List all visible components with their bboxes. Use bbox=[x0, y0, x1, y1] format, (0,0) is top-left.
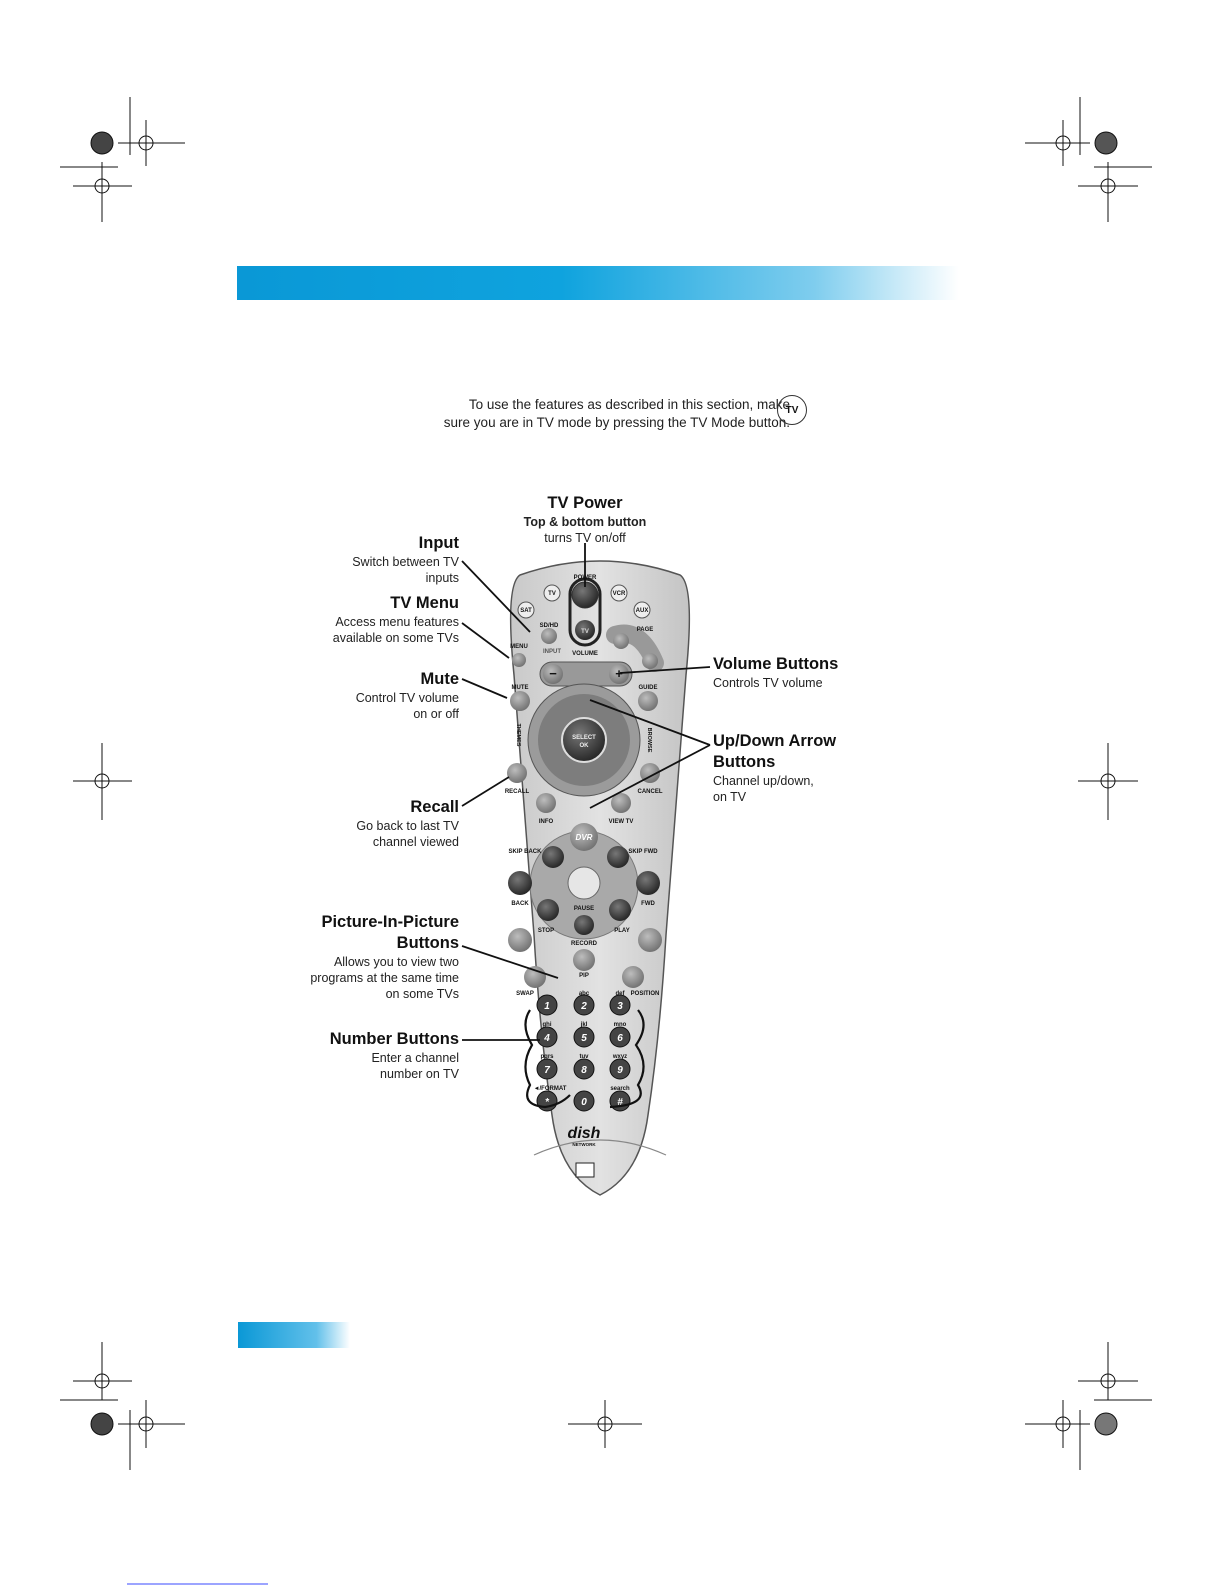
mno-label: mno bbox=[613, 1022, 627, 1028]
number-key-label: 3 bbox=[617, 1001, 623, 1012]
themes-label: THEMES bbox=[515, 723, 521, 747]
sdhd-label: SD/HD bbox=[539, 623, 559, 629]
input-line1: Switch between TV bbox=[352, 555, 459, 569]
pip-line1: Allows you to view two bbox=[333, 955, 459, 969]
dish-logo: dish bbox=[567, 1125, 601, 1142]
select-label: SELECT bbox=[572, 735, 596, 741]
tv-mode-button-icon: TV bbox=[777, 395, 807, 425]
number-key-label: 6 bbox=[617, 1033, 623, 1044]
number-key-label: 1 bbox=[544, 1001, 550, 1012]
back-label: BACK bbox=[511, 901, 529, 907]
mute-line1: Control TV volume bbox=[355, 691, 459, 705]
mute-title: Mute bbox=[420, 670, 459, 688]
view-tv-label: VIEW TV bbox=[608, 819, 634, 825]
pqrs-label: pqrs bbox=[540, 1054, 554, 1060]
aux-label: AUX bbox=[635, 608, 649, 614]
input-callout bbox=[290, 533, 459, 586]
svg-text:−: − bbox=[549, 666, 557, 681]
format-label: ◄/FORMAT bbox=[533, 1086, 567, 1092]
svg-text:+: + bbox=[615, 666, 623, 681]
pip-line2: programs at the same time bbox=[310, 971, 459, 985]
number-title: Number Buttons bbox=[329, 1030, 459, 1048]
intro-line-2: sure you are in TV mode by pressing the TV Mode button. bbox=[443, 415, 790, 430]
number-key-label: # bbox=[617, 1097, 623, 1108]
tv-mode-label: TV bbox=[548, 591, 556, 597]
pause-label: PAUSE bbox=[573, 906, 595, 912]
def-label: def bbox=[615, 991, 625, 997]
abc-label: abc bbox=[578, 991, 590, 997]
pip-title-1: Picture-In-Picture bbox=[321, 913, 459, 931]
power-label: POWER bbox=[573, 575, 597, 581]
number-key-label: 5 bbox=[581, 1033, 587, 1044]
mute-label: MUTE bbox=[511, 685, 529, 691]
updown-title-1: Up/Down Arrow bbox=[713, 732, 837, 750]
play-label: PLAY bbox=[614, 928, 630, 934]
tv-power-callout bbox=[480, 493, 690, 546]
tv-power-sub2: turns TV on/off bbox=[544, 531, 626, 545]
input-title: Input bbox=[418, 534, 459, 552]
guide-label: GUIDE bbox=[638, 685, 658, 691]
browse-label: BROWSE bbox=[646, 727, 652, 753]
menu-label: MENU bbox=[510, 644, 528, 650]
volume-title: Volume Buttons bbox=[713, 655, 839, 673]
number-key-label: 7 bbox=[544, 1065, 550, 1076]
updown-callout bbox=[713, 731, 913, 805]
vcr-label: VCR bbox=[612, 591, 626, 597]
input-line2: inputs bbox=[425, 571, 459, 585]
ghi-label: ghi bbox=[542, 1022, 552, 1028]
recall-label: RECALL bbox=[504, 789, 530, 795]
cancel-label: CANCEL bbox=[637, 789, 663, 795]
updown-title-2: Buttons bbox=[713, 753, 776, 771]
pip-title-2: Buttons bbox=[396, 934, 459, 952]
tv-menu-line1: Access menu features bbox=[335, 615, 459, 629]
tv-power-label: TV bbox=[581, 629, 589, 635]
tv-menu-line2: available on some TVs bbox=[332, 631, 459, 645]
input-label: INPUT bbox=[543, 649, 561, 655]
record-label: RECORD bbox=[570, 941, 598, 947]
search-label: search bbox=[610, 1086, 630, 1092]
recall-title: Recall bbox=[410, 798, 459, 816]
network-label: NETWORK bbox=[572, 1142, 596, 1147]
wxyz-label: wxyz bbox=[612, 1054, 628, 1060]
skip-fwd-label: SKIP FWD bbox=[628, 849, 658, 855]
swap-label: SWAP bbox=[516, 991, 534, 997]
updown-line1: Channel up/down, bbox=[713, 774, 814, 788]
fwd-label: FWD bbox=[641, 901, 655, 907]
number-key-label: * bbox=[545, 1097, 549, 1108]
tv-menu-callout bbox=[290, 593, 459, 646]
page-label: PAGE bbox=[636, 627, 654, 633]
updown-line2: on TV bbox=[713, 790, 747, 804]
volume-callout bbox=[713, 654, 913, 691]
tuv-label: tuv bbox=[579, 1054, 589, 1060]
pip-label: PIP bbox=[579, 973, 589, 979]
mute-callout bbox=[290, 669, 459, 722]
sat-label: SAT bbox=[520, 608, 532, 614]
number-line1: Enter a channel bbox=[371, 1051, 459, 1065]
position-label: POSITION bbox=[630, 991, 660, 997]
volume-label: VOLUME bbox=[572, 651, 598, 657]
tv-power-title: TV Power bbox=[547, 494, 623, 512]
tv-power-sub1: Top & bottom button bbox=[523, 515, 647, 529]
ok-label: OK bbox=[579, 743, 589, 749]
pip-line3: on some TVs bbox=[385, 987, 459, 1001]
skip-back-label: SKIP BACK bbox=[508, 849, 542, 855]
tv-menu-title: TV Menu bbox=[390, 594, 459, 612]
mute-line2: on or off bbox=[413, 707, 459, 721]
pip-callout bbox=[280, 912, 459, 1002]
recall-line1: Go back to last TV bbox=[356, 819, 459, 833]
volume-line1: Controls TV volume bbox=[713, 676, 823, 690]
dvr-label: DVR bbox=[575, 833, 593, 842]
number-key-label: 2 bbox=[581, 1001, 587, 1012]
number-key-label: 8 bbox=[581, 1065, 587, 1076]
stop-label: STOP bbox=[537, 928, 555, 934]
recall-callout bbox=[290, 797, 459, 850]
intro-line-1: To use the features as described in this section, make bbox=[468, 397, 790, 412]
number-key-label: 0 bbox=[581, 1097, 587, 1108]
recall-line2: channel viewed bbox=[372, 835, 459, 849]
jkl-label: jkl bbox=[580, 1022, 588, 1028]
info-label: INFO bbox=[538, 819, 554, 825]
number-key-label: 9 bbox=[617, 1065, 623, 1076]
number-callout bbox=[290, 1029, 459, 1082]
number-key-label: 4 bbox=[544, 1033, 550, 1044]
number-line2: number on TV bbox=[380, 1067, 459, 1081]
